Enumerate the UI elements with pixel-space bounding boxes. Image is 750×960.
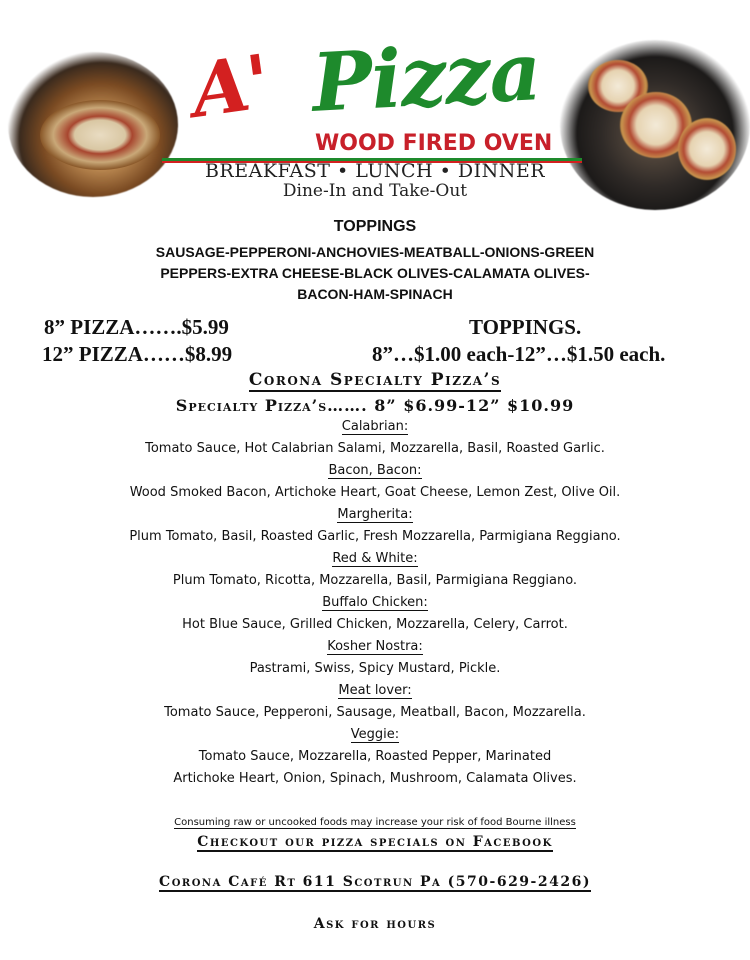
pizza-description: Hot Blue Sauce, Grilled Chicken, Mozzarella, Celery, Carrot. — [182, 617, 568, 632]
toppings-list: SAUSAGE-PEPPERONI-ANCHOVIES-MEATBALL-ONIONS-GREEN PEPPERS-EXTRA CHEESE-BLACK OLIVES-CALAMATA OLIVES-BACON-HAM-SPINACH — [155, 244, 595, 302]
toppings-price-title: TOPPINGS. — [469, 315, 582, 339]
specialty-price: Specialty Pizza’s……. 8” $6.99-12” $10.99 — [175, 396, 575, 415]
logo-pizza: Pizza — [309, 24, 543, 130]
pizza-name: Red & White: — [332, 551, 418, 566]
pizza-description: Plum Tomato, Basil, Roasted Garlic, Fresh Mozzarella, Parmigiana Reggiano. — [129, 529, 621, 544]
service-line: Dine-In and Take-Out — [282, 181, 468, 201]
logo-a: A' — [186, 39, 274, 135]
pizza-description: Pastrami, Swiss, Spicy Mustard, Pickle. — [249, 661, 501, 676]
pizza-description: Artichoke Heart, Onion, Spinach, Mushroom, Calamata Olives. — [173, 771, 577, 786]
address-phone: Corona Café Rt 611 Scotrun Pa (570-629-2426) — [159, 874, 591, 890]
pizza-description: Tomato Sauce, Hot Calabrian Salami, Mozzarella, Basil, Roasted Garlic. — [145, 441, 605, 456]
price-8-inch: 8” PIZZA…….$5.99 — [44, 315, 229, 339]
hours-note: Ask for hours — [313, 916, 437, 932]
pizza-name: Veggie: — [350, 727, 400, 742]
pizza-name: Buffalo Chicken: — [322, 595, 428, 610]
pizza-description: Wood Smoked Bacon, Artichoke Heart, Goat Cheese, Lemon Zest, Olive Oil. — [129, 485, 621, 500]
pizza-description: Tomato Sauce, Pepperoni, Sausage, Meatball, Bacon, Mozzarella. — [164, 705, 586, 720]
price-12-inch: 12” PIZZA……$8.99 — [42, 342, 233, 366]
pizza-name: Kosher Nostra: — [327, 639, 423, 654]
pizza-name: Margherita: — [337, 507, 413, 522]
toppings-price: 8”…$1.00 each-12”…$1.50 each. — [372, 342, 666, 366]
food-warning: Consuming raw or uncooked foods may increase your risk of food Bourne illness — [174, 817, 576, 828]
specialty-title: Corona Specialty Pizza’s — [248, 370, 502, 390]
pizza-name: Meat lover: — [338, 683, 412, 698]
wood-fired-oven-subtitle: WOOD FIRED OVEN — [315, 131, 553, 156]
pizza-name: Bacon, Bacon: — [328, 463, 422, 478]
toppings-title: TOPPINGS — [333, 218, 417, 235]
pizza-description: Plum Tomato, Ricotta, Mozzarella, Basil, Parmigiana Reggiano. — [172, 573, 578, 588]
pizza-name: Calabrian: — [341, 419, 409, 434]
facebook-callout: Checkout our pizza specials on Facebook — [197, 834, 553, 850]
pizza-description: Tomato Sauce, Mozzarella, Roasted Pepper, Marinated — [198, 749, 552, 764]
meals-line: BREAKFAST • LUNCH • DINNER — [204, 160, 546, 182]
